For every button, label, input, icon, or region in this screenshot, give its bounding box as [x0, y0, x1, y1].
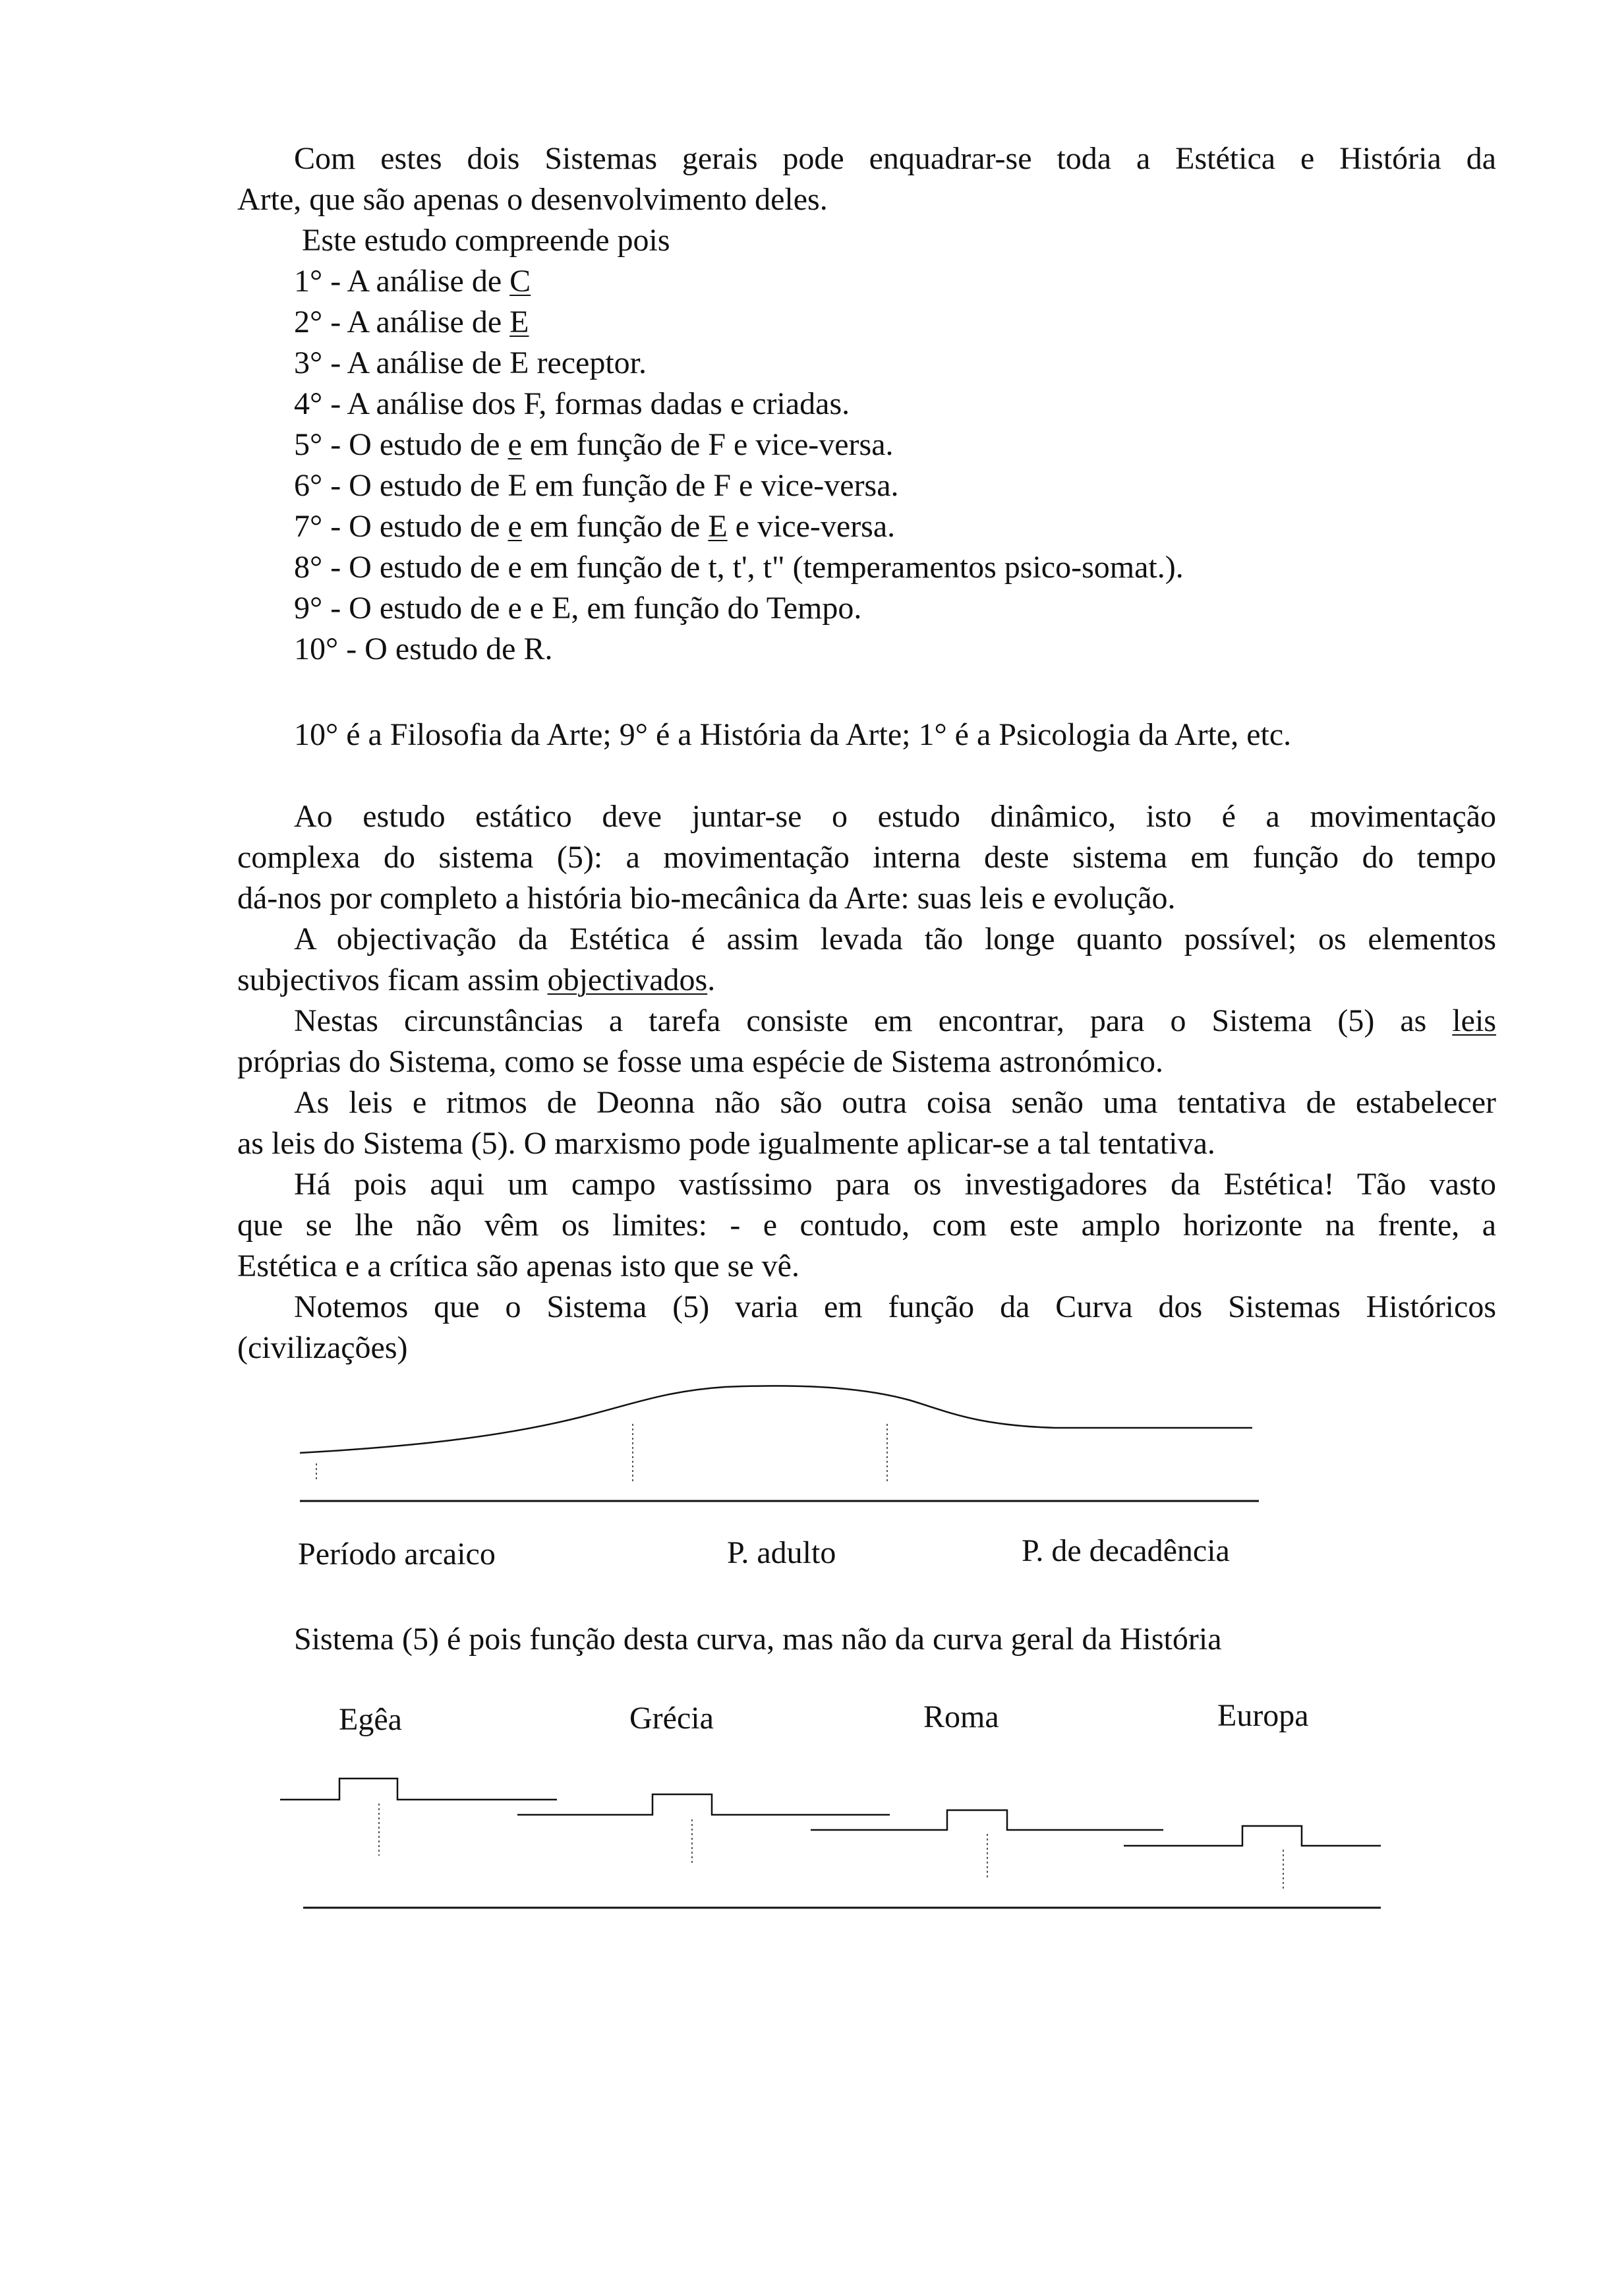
para4-line-2: as leis do Sistema (5). O marxismo pode igualmente aplicar-se a tal tentativa. — [237, 1126, 1215, 1161]
step-europa — [1124, 1826, 1381, 1846]
para2-line-1: A objectivação da Estética é assim levada tão longe quanto possível; os elementos — [294, 922, 1496, 956]
list-item-8: 8° - O estudo de e em função de t, t', t" (temperamentos psico-somat.). — [294, 550, 1184, 585]
list-item-9: 9° - O estudo de e e E, em função do Tempo. — [294, 591, 862, 626]
list-item-1: 1° - A análise de C — [294, 264, 531, 299]
summary-line: 10° é a Filosofia da Arte; 9° é a História da Arte; 1° é a Psicologia da Arte, etc. — [294, 717, 1292, 752]
system-curve — [300, 1386, 1252, 1453]
label-europa: Europa — [1217, 1698, 1309, 1733]
para4-line-1: As leis e ritmos de Deonna não são outra coisa senão uma tentativa de estabelecer — [294, 1085, 1496, 1120]
label-roma: Roma — [923, 1699, 999, 1734]
label-p-adulto: P. adulto — [727, 1535, 836, 1570]
list-item-5: 5° - O estudo de e em função de F e vice-versa. — [294, 427, 894, 462]
sentence-after-figure: Sistema (5) é pois função desta curva, mas não da curva geral da História — [294, 1622, 1222, 1657]
para1-line-2: complexa do sistema (5): a movimentação interna deste sistema em função do tempo — [237, 840, 1496, 875]
label-p-decadencia: P. de decadência — [1022, 1533, 1230, 1568]
para2-line-2: subjectivos ficam assim objectivados. — [237, 962, 716, 997]
para3-line-2: próprias do Sistema, como se fosse uma espécie de Sistema astronómico. — [237, 1044, 1164, 1079]
para5-line-3: Estética e a crítica são apenas isto que se vê. — [237, 1249, 799, 1283]
label-grecia: Grécia — [629, 1701, 714, 1736]
intro-line-3: Este estudo compreende pois — [302, 223, 670, 258]
list-item-10: 10° - O estudo de R. — [294, 632, 553, 666]
step-roma — [811, 1810, 1163, 1830]
list-item-6: 6° - O estudo de E em função de F e vice-versa. — [294, 468, 899, 503]
step-grecia — [517, 1794, 890, 1815]
para6-line-1: Notemos que o Sistema (5) varia em função da Curva dos Sistemas Históricos — [294, 1289, 1496, 1324]
intro-line-2: Arte, que são apenas o desenvolvimento deles. — [237, 182, 828, 217]
para6-line-2: (civilizações) — [237, 1330, 408, 1365]
list-item-3: 3° - A análise de E receptor. — [294, 345, 647, 380]
list-item-2: 2° - A análise de E — [294, 305, 529, 339]
para3-line-1: Nestas circunstâncias a tarefa consiste em encontrar, para o Sistema (5) as leis — [294, 1003, 1496, 1038]
para1-line-3: dá-nos por completo a história bio-mecânica da Arte: suas leis e evolução. — [237, 881, 1176, 916]
list-item-4: 4° - A análise dos F, formas dadas e criadas. — [294, 386, 850, 421]
civilizations-steps-figure — [0, 1753, 1624, 1912]
para1-line-1: Ao estudo estático deve juntar-se o estudo dinâmico, isto é a movimentação — [294, 799, 1496, 834]
label-periodo-arcaico: Período arcaico — [298, 1537, 496, 1572]
intro-line-1: Com estes dois Sistemas gerais pode enquadrar-se toda a Estética e História da — [294, 141, 1496, 176]
list-item-7: 7° - O estudo de e em função de E e vice-versa. — [294, 509, 896, 544]
step-egea — [280, 1779, 557, 1800]
label-egea: Egêa — [339, 1702, 402, 1737]
para5-line-2: que se lhe não vêm os limites: - e contudo, com este amplo horizonte na frente, a — [237, 1208, 1496, 1243]
historical-curve-figure — [0, 1371, 1624, 1516]
para5-line-1: Há pois aqui um campo vastíssimo para os investigadores da Estética! Tão vasto — [294, 1167, 1496, 1202]
